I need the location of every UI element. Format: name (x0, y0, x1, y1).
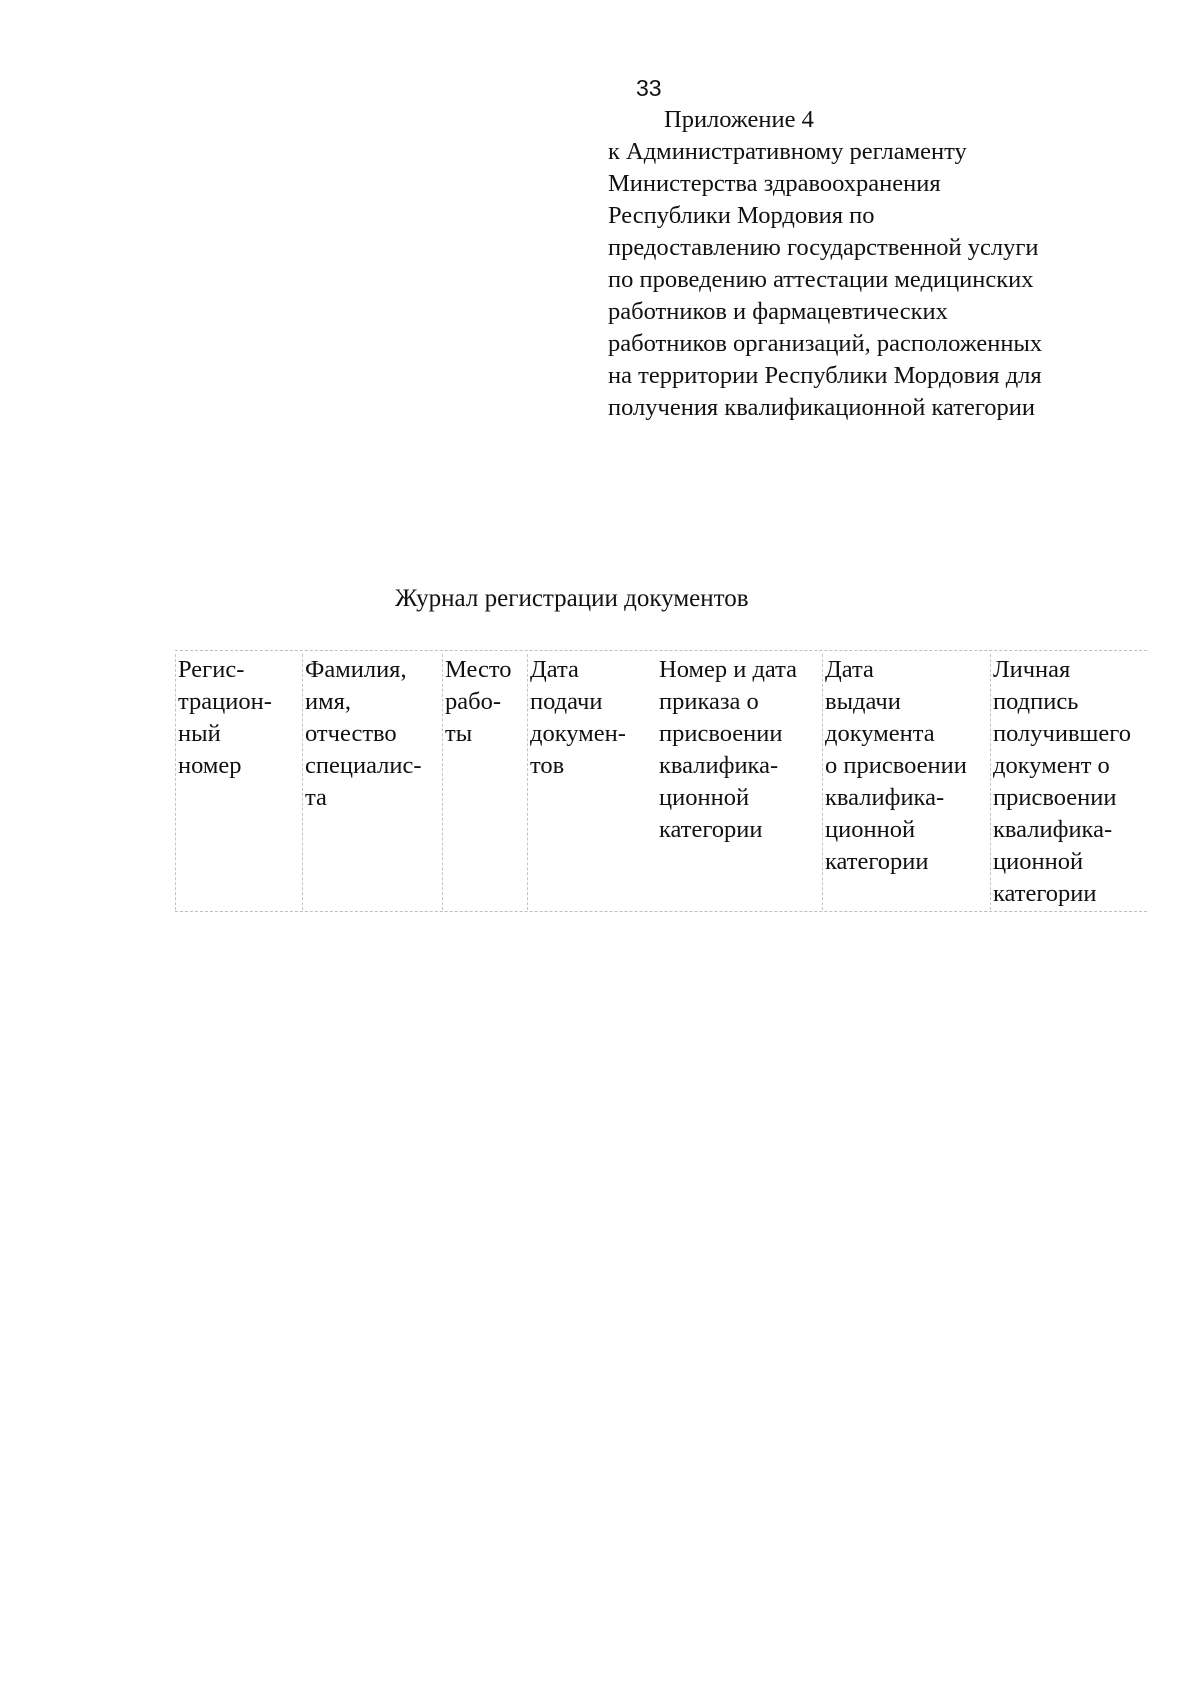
header-line: документ о (993, 752, 1110, 779)
header-line: Личная (993, 656, 1071, 683)
header-line: выдачи (825, 688, 901, 715)
appendix-line: Министерства здравоохранения (608, 170, 941, 197)
header-line: номер (178, 752, 242, 779)
column-recipient-signature (990, 654, 1150, 910)
header-line: присвоении (993, 784, 1117, 811)
column-registration-number (175, 654, 299, 910)
column-issue-date (822, 654, 992, 910)
header-line: рабо- (445, 688, 501, 715)
appendix-line: получения квалификационной категории (608, 394, 1035, 421)
header-line: присвоении (659, 720, 783, 747)
header-line: приказа о (659, 688, 759, 715)
header-line: подпись (993, 688, 1079, 715)
header-line: Место (445, 656, 512, 683)
appendix-title: Приложение 4 (664, 106, 814, 133)
header-line: категории (993, 880, 1097, 907)
header-line: ты (445, 720, 473, 747)
header-line: квалифика- (825, 784, 945, 811)
header-line: о присвоении (825, 752, 967, 779)
appendix-line: к Административному регламенту (608, 138, 967, 165)
header-line: докумен- (530, 720, 626, 747)
header-line: тов (530, 752, 565, 779)
column-order-number-date (659, 654, 827, 910)
header-line: Дата (825, 656, 874, 683)
appendix-line: Республики Мордовия по (608, 202, 875, 229)
header-line: отчество (305, 720, 397, 747)
header-line: ный (178, 720, 221, 747)
appendix-header (608, 104, 1128, 424)
page-number: 33 (636, 75, 662, 101)
appendix-line: по проведению аттестации медицинских (608, 266, 1034, 293)
header-line: подачи (530, 688, 603, 715)
register-table (175, 650, 1147, 912)
column-workplace (442, 654, 530, 910)
header-line: получившего (993, 720, 1131, 747)
table-bottom-border (175, 911, 1147, 912)
appendix-line: работников организаций, расположенных (608, 330, 1043, 357)
header-line: Фамилия, (305, 656, 407, 683)
header-line: квалифика- (659, 752, 779, 779)
header-line: ционной (659, 784, 750, 811)
header-line: ционной (993, 848, 1084, 875)
appendix-line: на территории Республики Мордовия для (608, 362, 1042, 389)
header-line: специалис- (305, 752, 422, 779)
header-line: Регис- (178, 656, 245, 683)
header-line: квалифика- (993, 816, 1113, 843)
journal-title: Журнал регистрации документов (395, 585, 749, 612)
appendix-line: предоставлению государственной услуги (608, 234, 1039, 261)
header-line: категории (825, 848, 929, 875)
header-line: Номер и дата (659, 656, 798, 683)
header-line: ционной (825, 816, 916, 843)
header-line: та (305, 784, 327, 811)
column-full-name (302, 654, 442, 910)
header-line: трацион- (178, 688, 272, 715)
header-line: имя, (305, 688, 352, 715)
table-top-border (175, 650, 1147, 651)
appendix-line: работников и фармацевтических (608, 298, 948, 325)
header-line: документа (825, 720, 935, 747)
header-line: категории (659, 816, 763, 843)
header-line: Дата (530, 656, 579, 683)
column-submission-date (527, 654, 659, 910)
